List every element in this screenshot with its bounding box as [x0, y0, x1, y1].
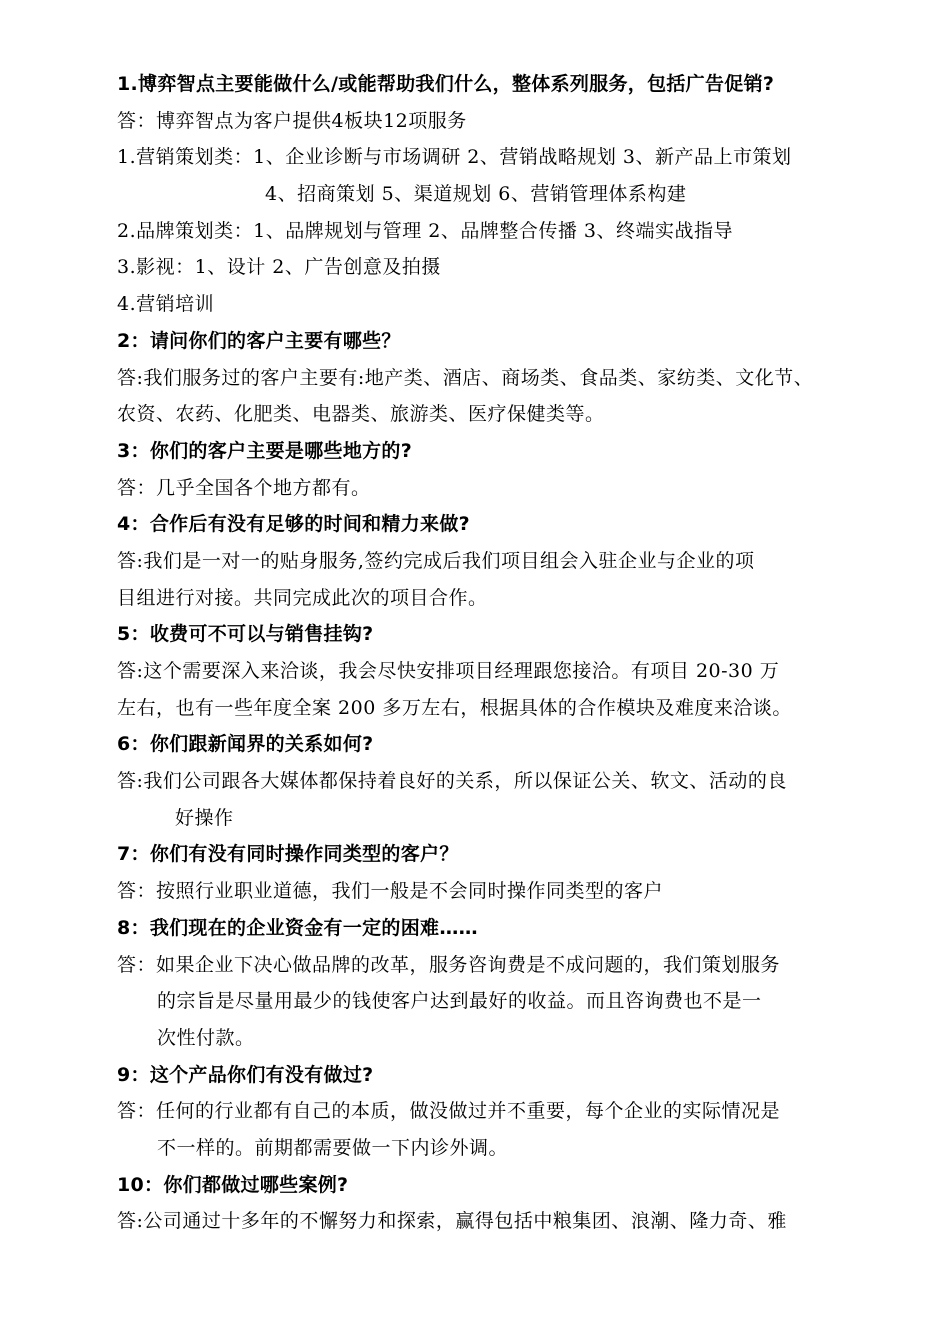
answer-line: 4.营销培训 — [117, 293, 215, 316]
answer-line: 答:公司通过十多年的不懈努力和探索，赢得包括中粮集团、浪潮、隆力奇、雅 — [117, 1210, 787, 1233]
question-10: 10：你们都做过哪些案例? — [117, 1173, 349, 1196]
answer-line: 答：几乎全国各个地方都有。 — [117, 476, 371, 499]
answer-line: 答:这个需要深入来洽谈，我会尽快安排项目经理跟您接洽。有项目 20-30 万 — [117, 660, 780, 682]
question-9: 9：这个产品你们有没有做过? — [117, 1063, 374, 1086]
answer-line: 3.影视：1、设计 2、广告创意及拍摄 — [117, 256, 441, 279]
answer-line: 2.品牌策划类：1、品牌规划与管理 2、品牌整合传播 3、终端实战指导 — [117, 219, 733, 242]
answer-line: 次性付款。 — [157, 1026, 255, 1049]
answer-line: 左右，也有一些年度全案 200 多万左右，根据具体的合作模块及难度来洽谈。 — [117, 696, 792, 719]
answer-line: 好操作 — [175, 806, 234, 829]
answer-line: 答:我们服务过的客户主要有:地产类、酒店、商场类、食品类、家纺类、文化节、 — [117, 366, 814, 389]
answer-line: 1.营销策划类：1、企业诊断与市场调研 2、营销战略规划 3、新产品上市策划 — [117, 146, 792, 169]
question-5: 5：收费可不可以与销售挂钩? — [117, 623, 374, 646]
answer-line: 答：博弈智点为客户提供4板块12项服务 — [117, 109, 467, 132]
answer-line: 目组进行对接。共同完成此次的项目合作。 — [117, 586, 488, 609]
question-3: 3：你们的客户主要是哪些地方的? — [117, 439, 413, 462]
answer-line: 答：如果企业下决心做品牌的改革，服务咨询费是不成问题的，我们策划服务 — [117, 953, 781, 976]
answer-line: 答：按照行业职业道德，我们一般是不会同时操作同类型的客户 — [117, 880, 664, 903]
answer-line: 农资、农药、化肥类、电器类、旅游类、医疗保健类等。 — [117, 403, 605, 426]
question-8: 8：我们现在的企业资金有一定的困难…… — [117, 916, 478, 939]
question-4: 4：合作后有没有足够的时间和精力来做? — [117, 513, 470, 536]
answer-line: 4、招商策划 5、渠道规划 6、营销管理体系构建 — [265, 183, 687, 206]
question-6: 6：你们跟新闻界的关系如何? — [117, 733, 374, 756]
answer-line: 答：任何的行业都有自己的本质，做没做过并不重要，每个企业的实际情况是 — [117, 1100, 781, 1123]
question-7: 7：你们有没有同时操作同类型的客户？ — [117, 843, 459, 866]
answer-line: 答:我们公司跟各大媒体都保持着良好的关系，所以保证公关、软文、活动的良 — [117, 770, 787, 793]
answer-line: 答:我们是一对一的贴身服务,签约完成后我们项目组会入驻企业与企业的项 — [117, 549, 755, 572]
answer-line: 的宗旨是尽量用最少的钱使客户达到最好的收益。而且咨询费也不是一 — [157, 990, 762, 1013]
question-2: 2：请问你们的客户主要有哪些？ — [117, 329, 401, 352]
question-1: 1.博弈智点主要能做什么/或能帮助我们什么，整体系列服务，包括广告促销? — [117, 73, 775, 95]
answer-line: 不一样的。前期都需要做一下内诊外调。 — [157, 1136, 509, 1159]
document-body — [117, 66, 877, 1240]
